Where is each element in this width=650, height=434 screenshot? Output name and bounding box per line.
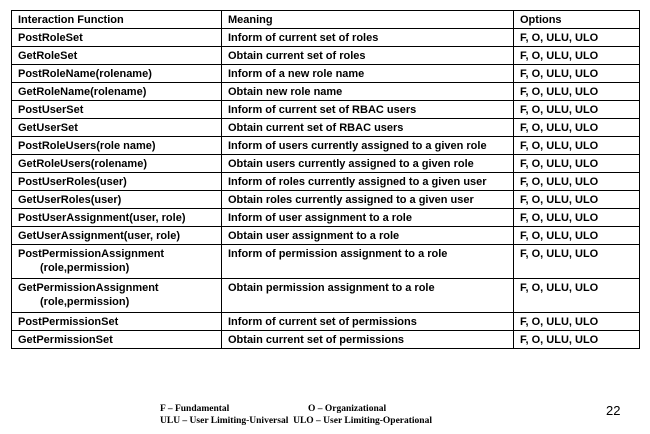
- cell-options: F, O, ULU, ULO: [514, 119, 640, 137]
- table-row: [12, 47, 640, 65]
- cell-options: F, O, ULU, ULO: [514, 191, 640, 209]
- function-name: PostUserSet: [18, 104, 84, 116]
- cell-interaction-function: [12, 47, 222, 65]
- function-name: PostRoleSet: [18, 32, 83, 44]
- cell-options: F, O, ULU, ULO: [514, 173, 640, 191]
- legend-row-2: [160, 415, 432, 427]
- cell-meaning: Obtain current set of roles: [222, 47, 514, 65]
- cell-interaction-function: [12, 227, 222, 245]
- cell-interaction-function: [12, 313, 222, 331]
- function-name: GetUserAssignment(user, role): [18, 230, 180, 242]
- cell-options: F, O, ULU, ULO: [514, 83, 640, 101]
- cell-interaction-function: [12, 119, 222, 137]
- cell-meaning: Inform of current set of roles: [222, 29, 514, 47]
- header-interaction-function: Interaction Function: [12, 11, 222, 29]
- cell-interaction-function: [12, 65, 222, 83]
- cell-options: F, O, ULU, ULO: [514, 331, 640, 349]
- function-arguments: (role,permission): [40, 296, 130, 308]
- cell-interaction-function: [12, 245, 222, 279]
- cell-meaning: Obtain new role name: [222, 83, 514, 101]
- cell-meaning: Inform of a new role name: [222, 65, 514, 83]
- legend-row-1: [160, 403, 432, 415]
- function-name: GetRoleName(rolename): [18, 86, 147, 98]
- table-row: [12, 83, 640, 101]
- cell-interaction-function: [12, 191, 222, 209]
- legend-user-limiting-operational: ULO – User Limiting-Operational: [293, 416, 432, 426]
- table-row: [12, 279, 640, 313]
- function-arguments: (role,permission): [40, 262, 130, 274]
- table-row: [12, 65, 640, 83]
- function-name: PostPermissionAssignment: [18, 248, 165, 260]
- cell-options: F, O, ULU, ULO: [514, 155, 640, 173]
- table-row: [12, 155, 640, 173]
- cell-interaction-function: [12, 101, 222, 119]
- cell-interaction-function: [12, 173, 222, 191]
- cell-meaning: Obtain users currently assigned to a given role: [222, 155, 514, 173]
- cell-options: F, O, ULU, ULO: [514, 279, 640, 313]
- options-legend: [160, 403, 432, 427]
- cell-options: F, O, ULU, ULO: [514, 227, 640, 245]
- table-row: [12, 209, 640, 227]
- cell-options: F, O, ULU, ULO: [514, 101, 640, 119]
- function-name: GetUserRoles(user): [18, 194, 122, 206]
- cell-meaning: Inform of current set of RBAC users: [222, 101, 514, 119]
- function-name: PostRoleName(rolename): [18, 68, 152, 80]
- cell-options: F, O, ULU, ULO: [514, 209, 640, 227]
- function-name: GetPermissionAssignment: [18, 282, 159, 294]
- function-name: GetRoleUsers(rolename): [18, 158, 147, 170]
- cell-options: F, O, ULU, ULO: [514, 47, 640, 65]
- function-name: PostRoleUsers(role name): [18, 140, 156, 152]
- function-name: GetPermissionSet: [18, 334, 113, 346]
- cell-meaning: Obtain user assignment to a role: [222, 227, 514, 245]
- cell-meaning: Inform of user assignment to a role: [222, 209, 514, 227]
- cell-meaning: Inform of users currently assigned to a given role: [222, 137, 514, 155]
- cell-options: F, O, ULU, ULO: [514, 245, 640, 279]
- cell-interaction-function: [12, 137, 222, 155]
- table-row: [12, 173, 640, 191]
- cell-interaction-function: [12, 29, 222, 47]
- table-row: [12, 191, 640, 209]
- cell-interaction-function: [12, 209, 222, 227]
- table-row: [12, 245, 640, 279]
- cell-options: F, O, ULU, ULO: [514, 65, 640, 83]
- legend-organizational: O – Organizational: [308, 404, 387, 414]
- legend-fundamental: F – Fundamental: [160, 404, 230, 414]
- cell-interaction-function: [12, 331, 222, 349]
- cell-interaction-function: [12, 83, 222, 101]
- cell-options: F, O, ULU, ULO: [514, 137, 640, 155]
- cell-options: F, O, ULU, ULO: [514, 29, 640, 47]
- cell-interaction-function: [12, 279, 222, 313]
- function-name: PostPermissionSet: [18, 316, 119, 328]
- table-body: [12, 29, 640, 349]
- cell-meaning: Inform of current set of permissions: [222, 313, 514, 331]
- cell-meaning: Obtain current set of RBAC users: [222, 119, 514, 137]
- table-row: [12, 331, 640, 349]
- function-name: GetUserSet: [18, 122, 78, 134]
- table-row: [12, 29, 640, 47]
- cell-meaning: Inform of permission assignment to a role: [222, 245, 514, 279]
- cell-meaning: Obtain current set of permissions: [222, 331, 514, 349]
- function-name: PostUserRoles(user): [18, 176, 127, 188]
- table-row: [12, 101, 640, 119]
- table-row: [12, 119, 640, 137]
- function-name: PostUserAssignment(user, role): [18, 212, 186, 224]
- interaction-function-table: [11, 10, 640, 349]
- table-row: [12, 313, 640, 331]
- table-row: [12, 137, 640, 155]
- cell-meaning: Obtain permission assignment to a role: [222, 279, 514, 313]
- cell-meaning: Obtain roles currently assigned to a given user: [222, 191, 514, 209]
- table-row: [12, 227, 640, 245]
- cell-meaning: Inform of roles currently assigned to a given user: [222, 173, 514, 191]
- table-header-row: [12, 11, 640, 29]
- header-meaning: Meaning: [222, 11, 514, 29]
- cell-interaction-function: [12, 155, 222, 173]
- legend-user-limiting-universal: ULU – User Limiting-Universal: [160, 416, 289, 426]
- cell-options: F, O, ULU, ULO: [514, 313, 640, 331]
- page-number: 22: [606, 403, 621, 418]
- header-options: Options: [514, 11, 640, 29]
- function-name: GetRoleSet: [18, 50, 78, 62]
